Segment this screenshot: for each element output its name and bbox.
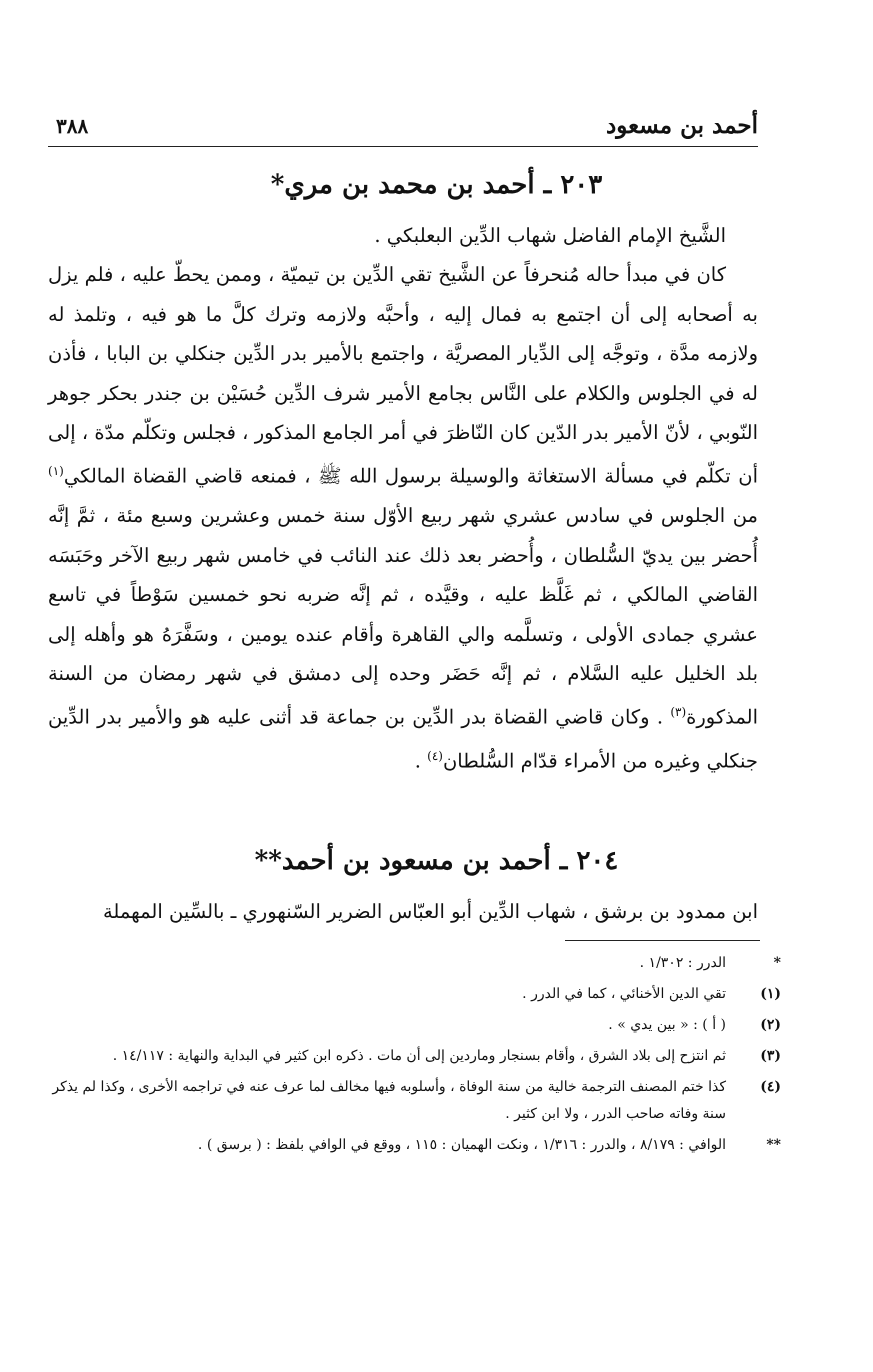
entry-203-title: ٢٠٣ ـ أحمد بن محمد بن مري* — [270, 170, 603, 200]
footnote-mark: (٤) — [760, 1079, 781, 1095]
footnote-mark: (٣) — [760, 1048, 781, 1064]
footnote-item — [48, 1012, 781, 1039]
entry-203-text-part1: كان في مبدأ حاله مُنحرفاً عن الشَّيخ تقي الدِّين بن تيميّة ، وممن يحطّ عليه ، فلم يزل به أصحابه إلى أن اجتمع به فمال إليه ، وأحبَّه ولازمه وترك كلَّ ما هو فيه ، وتلمذ له ولازمه مدَّة ، وتوجَّه إلى الدِّيار المصريَّة ، واجتمع بالأمير بدر الدِّين جنكلي بن البابا ، فأذن له في الجلوس والكلام على النَّاس بجامع الأمير شرف الدِّين حُسَيْن بن جندر بحكر جوهر النّوبي ، لأنّ الأمير بدر الدّين كان النّاظرَ في أمر الجامع المذكور ، فجلس وتكلّم مدّة ، إلى أن تكلّم في مسألة الاستغاثة والوسيلة برسول الله ﷺ ، فمنعه قاضي القضاة المالكي — [48, 263, 758, 488]
entry-204-title: ٢٠٤ ـ أحمد بن مسعود بن أحمد** — [254, 846, 619, 876]
footnote-ref-1: (١) — [48, 464, 64, 479]
page-number: ٣٨٨ — [56, 114, 89, 138]
footnote-text: كذا ختم المصنف الترجمة خالية من سنة الوفاة ، وأسلوبه فيها مخالف لما عرف عنه في تراجمه الأخرى ، وكذا لم يذكر سنة وفاته صاحب الدرر ، ولا ابن كثير . — [52, 1079, 726, 1122]
footnote-ref-3: (٣) — [670, 705, 687, 720]
footnote-item — [48, 1043, 781, 1070]
entry-203-intro: الشَّيخ الإمام الفاضل شهاب الدِّين البعلبكي . — [374, 224, 726, 247]
footnotes — [48, 950, 781, 1163]
footnote-item — [48, 1074, 781, 1128]
footnote-ref-4: (٤) — [427, 749, 443, 764]
entry-203-text — [48, 255, 758, 781]
entry-204-text: ابن ممدود بن برشق ، شهاب الدِّين أبو العبّاس الضرير السّنهوري ـ بالسِّين المهملة — [102, 900, 758, 923]
entry-203-text-part2: من الجلوس في سادس عشري شهر ربيع الأوّل سنة خمس وعشرين وسبع مئة ، ثمَّ إنَّه أُحضر بين يديّ السُّلطان ، وأُحضر بعد ذلك عند النائب في خامس شهر ربيع الآخر وحَبَسَه القاضي المالكي ، ثم غَلَّظ عليه ، وقيَّده ، ثم إنَّه ضربه نحو خمسين سَوْطاً في تاسع عشري جمادى الأولى ، وتسلَّمه والي القاهرة وأقام عنده يومين ، وسَفَّرَهُ هو وأهله إلى بلد الخليل عليه السَّلام ، ثم إنَّه حَضَر وحده إلى دمشق في شهر رمضان من السنة المذكورة — [48, 504, 758, 729]
footnote-mark: (١) — [760, 986, 781, 1002]
footnote-item — [48, 981, 781, 1008]
entry-204-body — [48, 892, 758, 931]
footnote-divider — [565, 940, 760, 941]
footnote-mark: ** — [766, 1137, 781, 1153]
page-header — [48, 108, 758, 147]
footnote-text: ثم انتزح إلى بلاد الشرق ، وأقام بسنجار وماردين إلى أن مات . ذكره ابن كثير في البداية والنهاية : ١٤/١١٧ . — [112, 1048, 726, 1064]
footnote-text: ( أ ) : « بين يدي » . — [608, 1017, 726, 1033]
running-title: أحمد بن مسعود — [606, 112, 758, 139]
footnote-mark: * — [773, 955, 781, 971]
entry-203-text-part3: . وكان قاضي القضاة بدر الدِّين بن جماعة قد أثنى عليه هو والأمير بدر الدِّين جنكلي وغيره من الأمراء قدّام السُّلطان — [48, 705, 758, 773]
footnote-text: تقي الدين الأخنائي ، كما في الدرر . — [522, 986, 726, 1002]
entry-203-text-part4: . — [414, 749, 428, 773]
entry-203-body — [48, 216, 758, 781]
footnote-text: الوافي : ٨/١٧٩ ، والدرر : ١/٣١٦ ، ونكت الهميان : ١١٥ ، ووقع في الوافي بلفظ : ( برسق ) . — [197, 1137, 726, 1153]
footnote-mark: (٢) — [760, 1017, 781, 1033]
footnote-item — [48, 950, 781, 977]
footnote-text: الدرر : ١/٣٠٢ . — [639, 955, 726, 971]
footnote-item — [48, 1132, 781, 1159]
